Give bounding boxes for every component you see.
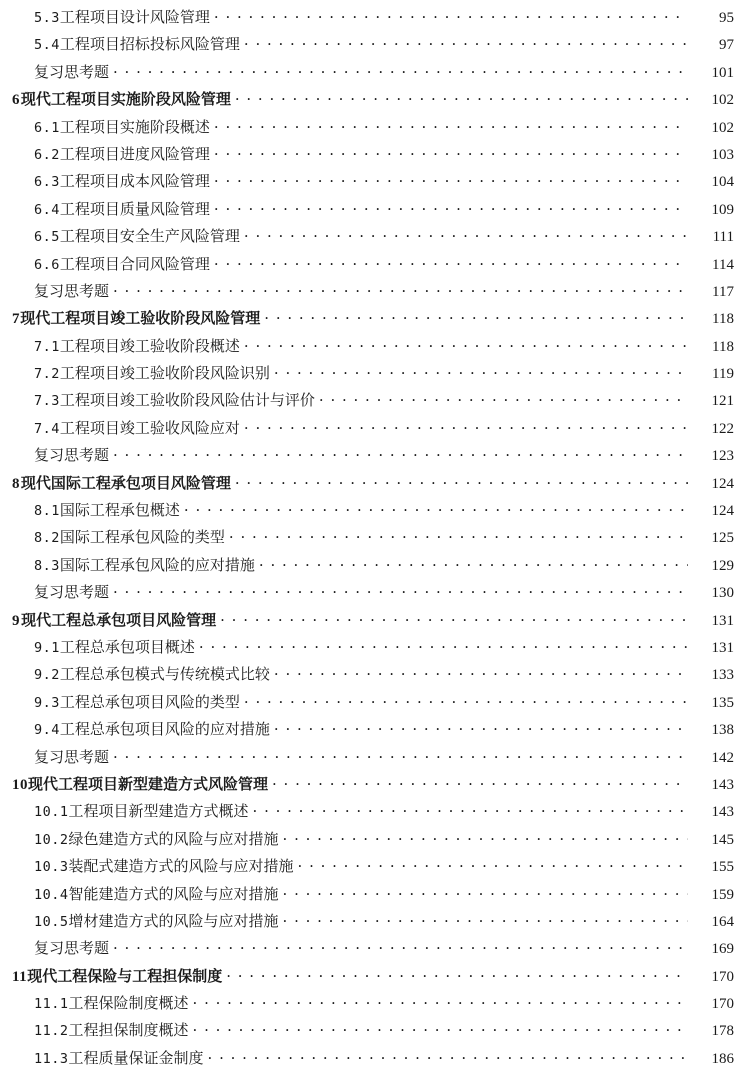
toc-entry-number: 9.4 — [34, 722, 60, 739]
dot-leader — [226, 963, 688, 990]
toc-review-row[interactable] — [0, 935, 750, 962]
dot-leader — [113, 935, 688, 962]
toc-section-row[interactable] — [0, 333, 750, 360]
toc-entry-title: 复习思考题 — [34, 939, 110, 958]
dot-leader — [244, 415, 688, 442]
toc-page-number: 104 — [711, 174, 734, 191]
toc-entry-number: 6.3 — [34, 174, 60, 191]
toc-entry-title: 工程项目竣工验收阶段风险估计与评价 — [59, 391, 315, 410]
dot-leader — [214, 251, 688, 278]
dot-leader — [113, 442, 688, 469]
toc-entry-number: 10.2 — [34, 831, 69, 848]
toc-entry-number: 10.4 — [34, 886, 69, 903]
toc-entry-number: 7 — [12, 311, 20, 328]
toc-entry-number: 8 — [12, 475, 20, 492]
toc-page-number: 109 — [711, 201, 734, 218]
toc-entry-title: 工程项目进度风险管理 — [59, 144, 210, 163]
toc-page-number: 159 — [711, 886, 734, 903]
toc-entry-title: 工程项目实施阶段概述 — [59, 117, 210, 136]
toc-section-row[interactable] — [0, 497, 750, 524]
toc-entry-title: 工程担保制度概述 — [68, 1021, 189, 1040]
toc-entry-title: 现代工程项目竣工验收阶段风险管理 — [20, 309, 261, 328]
toc-page-number: 169 — [711, 941, 734, 958]
toc-entry-title: 现代工程总承包项目风险管理 — [21, 610, 217, 629]
toc-entry-number: 6.4 — [34, 201, 60, 218]
toc-entry-title: 国际工程承包风险的类型 — [59, 528, 225, 547]
toc-entry-number: 10.5 — [34, 913, 69, 930]
toc-page-number: 129 — [711, 557, 734, 574]
toc-entry-title: 工程总承包项目风险的应对措施 — [59, 720, 270, 739]
toc-page-number: 121 — [711, 393, 734, 410]
toc-entry-title: 工程项目新型建造方式概述 — [68, 802, 249, 821]
dot-leader — [283, 826, 688, 853]
toc-entry-title: 工程项目质量风险管理 — [59, 199, 210, 218]
dot-leader — [244, 223, 688, 250]
toc-section-row[interactable] — [0, 251, 750, 278]
toc-page-number: 131 — [711, 639, 734, 656]
toc-entry-number: 11.3 — [34, 1050, 69, 1067]
toc-page-number: 102 — [711, 92, 734, 109]
toc-section-row[interactable] — [0, 31, 750, 58]
dot-leader — [244, 31, 688, 58]
toc-entry-number: 6.6 — [34, 256, 60, 273]
toc-page-number: 186 — [711, 1050, 734, 1067]
toc-entry-title: 工程总承包模式与传统模式比较 — [59, 665, 270, 684]
dot-leader — [214, 168, 688, 195]
toc-page-number: 145 — [711, 831, 734, 848]
dot-leader — [113, 744, 688, 771]
toc-page-number: 143 — [711, 776, 734, 793]
dot-leader — [113, 579, 688, 606]
toc-entry-number: 8.3 — [34, 557, 60, 574]
dot-leader — [235, 470, 688, 497]
toc-page-number: 124 — [711, 503, 734, 520]
dot-leader — [113, 59, 688, 86]
dot-leader — [220, 607, 688, 634]
toc-entry-number: 5.4 — [34, 37, 60, 54]
toc-entry-number: 11.1 — [34, 996, 69, 1013]
toc-page-number: 170 — [711, 996, 734, 1013]
toc-entry-title: 现代国际工程承包项目风险管理 — [20, 473, 231, 492]
dot-leader — [244, 333, 688, 360]
dot-leader — [193, 990, 688, 1017]
toc-page-number: 155 — [711, 859, 734, 876]
toc-page-number: 130 — [711, 585, 734, 602]
toc-entry-number: 6.5 — [34, 229, 60, 246]
toc-review-row[interactable] — [0, 278, 750, 305]
toc-entry-title: 复习思考题 — [34, 747, 110, 766]
toc-page-number: 119 — [712, 366, 734, 383]
dot-leader — [259, 552, 688, 579]
toc-entry-number: 6.1 — [34, 119, 60, 136]
toc-section-row[interactable] — [0, 798, 750, 825]
toc-entry-number: 10.3 — [34, 859, 69, 876]
dot-leader — [199, 634, 688, 661]
dot-leader — [253, 798, 688, 825]
toc-page-number: 122 — [711, 420, 734, 437]
toc-page-number: 118 — [712, 311, 734, 328]
toc-section-row[interactable] — [0, 524, 750, 551]
toc-section-row[interactable] — [0, 1017, 750, 1044]
toc-chapter-row[interactable] — [0, 305, 750, 332]
toc-entry-number: 9.2 — [34, 667, 60, 684]
toc-chapter-row[interactable] — [0, 963, 750, 990]
toc-page-number: 138 — [711, 722, 734, 739]
toc-entry-number: 7.4 — [34, 420, 60, 437]
toc-page-number: 117 — [712, 283, 734, 300]
toc-page-number: 114 — [712, 256, 734, 273]
toc-entry-title: 工程项目竣工验收阶段概述 — [59, 336, 240, 355]
dot-leader — [274, 716, 688, 743]
toc-entry-number: 5.3 — [34, 10, 60, 26]
dot-leader — [235, 86, 688, 113]
toc-page-number: 178 — [711, 1023, 734, 1040]
toc-entry-number: 10.1 — [34, 804, 69, 821]
toc-page-number: 164 — [711, 913, 734, 930]
toc-page-number: 135 — [711, 694, 734, 711]
toc-page-number: 101 — [711, 64, 734, 81]
toc-entry-title: 工程项目合同风险管理 — [59, 254, 210, 273]
dot-leader — [319, 387, 688, 414]
dot-leader — [283, 881, 688, 908]
toc-section-row[interactable] — [0, 716, 750, 743]
toc-entry-number: 6 — [12, 92, 20, 109]
toc-entry-number: 10 — [12, 776, 28, 793]
toc-review-row[interactable] — [0, 744, 750, 771]
dot-leader — [283, 908, 688, 935]
toc-entry-title: 智能建造方式的风险与应对措施 — [68, 884, 279, 903]
dot-leader — [274, 661, 688, 688]
dot-leader — [193, 1017, 688, 1044]
toc-section-row[interactable] — [0, 634, 750, 661]
dot-leader — [214, 196, 688, 223]
toc-entry-number: 7.2 — [34, 366, 60, 383]
toc-entry-number: 8.2 — [34, 530, 60, 547]
toc-page-number: 124 — [711, 475, 734, 492]
toc-entry-title: 工程总承包项目风险的类型 — [59, 692, 240, 711]
toc-entry-title: 复习思考题 — [34, 583, 110, 602]
toc-section-row[interactable] — [0, 196, 750, 223]
toc-entry-title: 国际工程承包概述 — [59, 501, 180, 520]
toc-section-row[interactable] — [0, 853, 750, 880]
toc-chapter-row[interactable] — [0, 470, 750, 497]
dot-leader — [298, 853, 688, 880]
toc-entry-number: 7.1 — [34, 338, 60, 355]
toc-section-row[interactable] — [0, 223, 750, 250]
toc-section-row[interactable] — [0, 689, 750, 716]
toc-entry-title: 工程质量保证金制度 — [68, 1048, 204, 1067]
toc-section-row[interactable] — [0, 114, 750, 141]
toc-entry-title: 增材建造方式的风险与应对措施 — [68, 911, 279, 930]
dot-leader — [274, 360, 688, 387]
toc-section-row[interactable] — [0, 990, 750, 1017]
dot-leader — [264, 305, 688, 332]
toc-page-number: 125 — [711, 530, 734, 547]
toc-entry-title: 工程项目招标投标风险管理 — [59, 35, 240, 54]
toc-chapter-row[interactable] — [0, 771, 750, 798]
toc-entry-title: 现代工程项目实施阶段风险管理 — [20, 90, 231, 109]
toc-entry-title: 工程项目设计风险管理 — [59, 8, 210, 26]
toc-chapter-row[interactable] — [0, 86, 750, 113]
dot-leader — [184, 497, 688, 524]
toc-page-number: 102 — [711, 119, 734, 136]
toc-entry-title: 现代工程项目新型建造方式风险管理 — [28, 774, 269, 793]
toc-section-row[interactable] — [0, 168, 750, 195]
toc-entry-number: 11.2 — [34, 1023, 69, 1040]
toc-page-number: 142 — [711, 749, 734, 766]
toc-section-row[interactable] — [0, 141, 750, 168]
toc-entry-number: 6.2 — [34, 146, 60, 163]
toc-entry-number: 8.1 — [34, 503, 60, 520]
toc-entry-title: 工程总承包项目概述 — [59, 637, 195, 656]
toc-entry-title: 工程项目安全生产风险管理 — [59, 227, 240, 246]
toc-section-row[interactable] — [0, 387, 750, 414]
dot-leader — [214, 114, 688, 141]
dot-leader — [214, 4, 688, 31]
toc-page-number: 97 — [719, 37, 734, 54]
toc-review-row[interactable] — [0, 442, 750, 469]
dot-leader — [272, 771, 688, 798]
toc-entry-number: 9.3 — [34, 694, 60, 711]
dot-leader — [244, 689, 688, 716]
toc-entry-number: 7.3 — [34, 393, 60, 410]
toc-page-number: 118 — [712, 338, 734, 355]
toc-review-row[interactable] — [0, 579, 750, 606]
toc-page-number: 170 — [711, 968, 734, 985]
toc-entry-number: 11 — [12, 968, 28, 985]
dot-leader — [229, 524, 688, 551]
dot-leader — [208, 1045, 688, 1072]
toc-entry-title: 复习思考题 — [34, 281, 110, 300]
toc-entry-title: 工程项目成本风险管理 — [59, 172, 210, 191]
toc-page-number: 143 — [711, 804, 734, 821]
toc-entry-title: 现代工程保险与工程担保制度 — [27, 966, 223, 985]
toc-section-row[interactable] — [0, 881, 750, 908]
toc-entry-number: 9 — [12, 612, 20, 629]
toc-section-row[interactable] — [0, 826, 750, 853]
toc-section-row[interactable] — [0, 4, 750, 31]
toc-entry-title: 工程项目竣工验收阶段风险识别 — [59, 364, 270, 383]
toc-entry-number: 9.1 — [34, 639, 60, 656]
toc-page-number: 133 — [711, 667, 734, 684]
toc-page-number: 123 — [711, 448, 734, 465]
toc-page-number: 95 — [719, 10, 734, 26]
toc-entry-title: 装配式建造方式的风险与应对措施 — [68, 857, 294, 876]
toc-entry-title: 工程项目竣工验收风险应对 — [59, 418, 240, 437]
toc-section-row[interactable] — [0, 661, 750, 688]
toc-section-row[interactable] — [0, 908, 750, 935]
toc-entry-title: 复习思考题 — [34, 446, 110, 465]
toc-section-row[interactable] — [0, 360, 750, 387]
toc-page-number: 131 — [711, 612, 734, 629]
dot-leader — [113, 278, 688, 305]
toc-page-number: 103 — [711, 146, 734, 163]
toc-entry-title: 工程保险制度概述 — [68, 994, 189, 1013]
toc-page-number: 111 — [712, 229, 734, 246]
toc-entry-title: 绿色建造方式的风险与应对措施 — [68, 829, 279, 848]
toc-review-row[interactable] — [0, 59, 750, 86]
toc-chapter-row[interactable] — [0, 607, 750, 634]
toc-section-row[interactable] — [0, 552, 750, 579]
dot-leader — [214, 141, 688, 168]
toc-entry-title: 国际工程承包风险的应对措施 — [59, 555, 255, 574]
toc-entry-title: 复习思考题 — [34, 62, 110, 81]
toc-section-row[interactable] — [0, 415, 750, 442]
toc-section-row[interactable] — [0, 1045, 750, 1072]
